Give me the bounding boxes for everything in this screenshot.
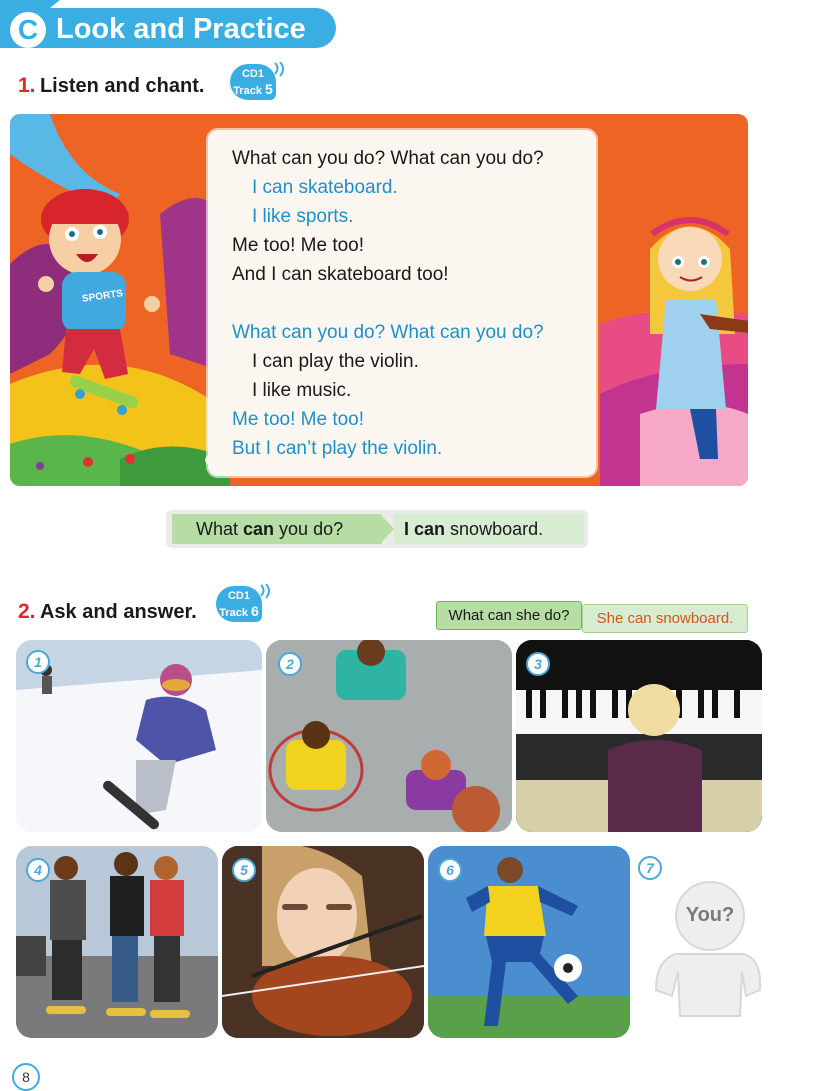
- chant-line-4: Me too! Me too!: [232, 235, 365, 256]
- cd-track-label: Track: [233, 85, 262, 97]
- example-answer: She can snowboard.: [596, 610, 734, 627]
- cd-track-number: 5: [265, 81, 273, 97]
- chant-line-7: I can play the violin.: [252, 351, 419, 372]
- banner-swoosh-icon: [0, 0, 60, 10]
- photo-number-6: 6: [438, 858, 462, 882]
- photo-1-snowboarding: [16, 640, 262, 832]
- sound-wave-icon: [272, 62, 288, 78]
- chant-line-2: I can skateboard.: [252, 177, 398, 198]
- section-title: Look and Practice: [56, 13, 306, 45]
- chant-card: [208, 130, 596, 476]
- cd-track-badge-2[interactable]: [216, 586, 262, 622]
- chant-line-5: And I can skateboard too!: [232, 264, 449, 285]
- photo-number-1: 1: [26, 650, 50, 674]
- activity1-heading: [18, 74, 204, 98]
- model-answer: I can snowboard.: [404, 519, 544, 539]
- model-question: What can you do?: [196, 519, 344, 539]
- activity2-heading: [18, 600, 197, 624]
- photo-number-5: 5: [232, 858, 256, 882]
- activity2-number: 2.: [18, 600, 36, 623]
- snowboarder-icon: [16, 640, 262, 832]
- chant-line-9: Me too! Me too!: [232, 409, 365, 430]
- cd-disc-label: CD1: [241, 68, 264, 80]
- chant-line-10: But I can’t play the violin.: [232, 438, 443, 459]
- section-letter: C: [10, 12, 46, 48]
- photo-number-3: 3: [526, 652, 550, 676]
- chant-line-6: What can you do? What can you do?: [232, 322, 544, 343]
- page-number: 8: [12, 1063, 40, 1091]
- activity1-number: 1.: [18, 74, 36, 97]
- piano-boy-icon: [516, 640, 762, 832]
- chant-line-3: I like sports.: [252, 206, 354, 227]
- arrow-divider-icon: [380, 514, 394, 544]
- cd-track-number: 6: [251, 603, 259, 619]
- basketball-players-icon: [266, 640, 512, 832]
- photo-number-2: 2: [278, 652, 302, 676]
- activity2-label: Ask and answer.: [39, 601, 197, 623]
- sound-wave-icon: [258, 584, 274, 600]
- example-question: What can she do?: [448, 607, 570, 624]
- chant-line-8: I like music.: [252, 380, 352, 401]
- example-question-box: [436, 601, 582, 630]
- activity1-label: Listen and chant.: [39, 75, 205, 97]
- cd-track-badge-1[interactable]: [230, 64, 276, 100]
- photo-number-4: 4: [26, 858, 50, 882]
- cd-track-label: Track: [219, 607, 248, 619]
- photo-2-basketball: [266, 640, 512, 832]
- photo-number-7: 7: [638, 856, 662, 880]
- example-answer-box: [582, 604, 748, 633]
- chant-line-1: What can you do? What can you do?: [232, 148, 544, 169]
- shirt-text: SPORTS: [81, 288, 124, 305]
- you-silhouette-icon: [650, 880, 762, 1020]
- photo-3-piano: [516, 640, 762, 832]
- cd-disc-label: CD1: [227, 590, 250, 602]
- you-label: You?: [685, 904, 735, 926]
